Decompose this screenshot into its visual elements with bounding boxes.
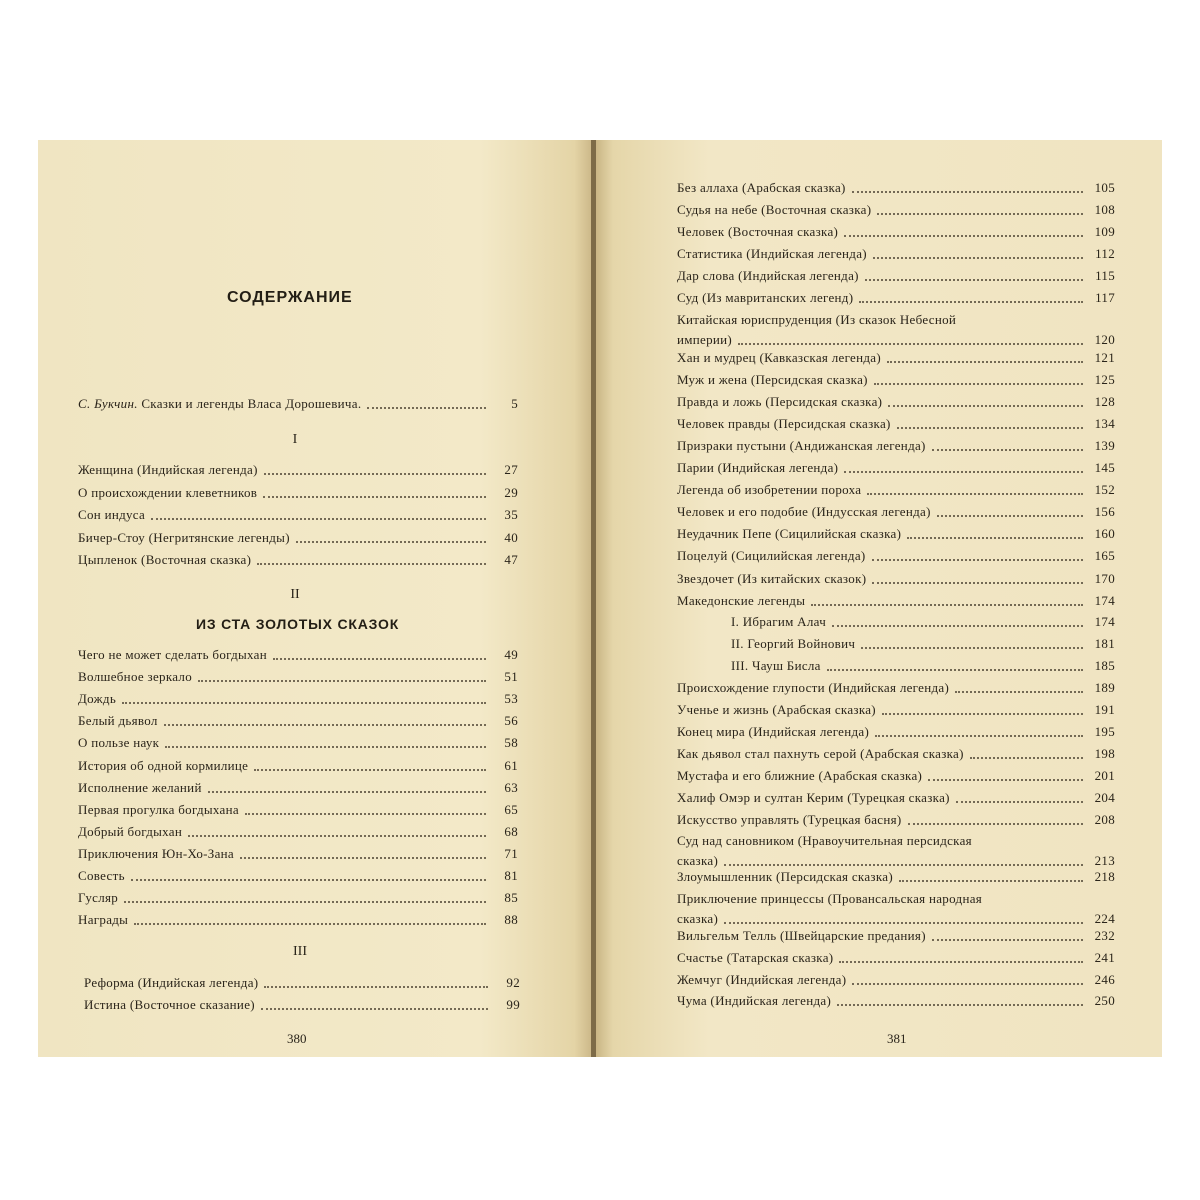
- dot-leader: [131, 879, 486, 881]
- dot-leader: [188, 835, 486, 837]
- toc-entry: [84, 995, 520, 1013]
- toc-entry: [677, 178, 1115, 196]
- dot-leader: [198, 680, 486, 682]
- entry-title: Жемчуг (Индийская легенда): [677, 971, 847, 987]
- dot-leader: [724, 864, 1083, 866]
- entry-title: Женщина (Индийская легенда): [78, 462, 258, 477]
- toc-entry: [677, 788, 1115, 806]
- entry-title: Цыпленок (Восточная сказка): [78, 552, 252, 567]
- entry-title: Истина (Восточное сказание): [84, 997, 255, 1012]
- toc-entry-two-line: [677, 891, 1115, 927]
- toc-entry: [78, 733, 518, 751]
- entry-title: Совесть: [78, 868, 125, 883]
- toc-entry: [78, 689, 518, 707]
- toc-entry: [677, 700, 1115, 718]
- dot-leader: [261, 1008, 488, 1010]
- entry-title: Добрый богдыхан: [78, 823, 183, 839]
- toc-entry: [78, 822, 518, 840]
- toc-entry: [78, 550, 518, 568]
- page-number: 71: [504, 845, 518, 861]
- toc-entry: [78, 866, 518, 884]
- toc-entry-two-line: [677, 833, 1115, 869]
- toc-entry: [677, 569, 1115, 587]
- page-number: 58: [504, 735, 518, 751]
- page-number: 204: [1094, 790, 1115, 805]
- entry-title: Исполнение желаний: [78, 779, 202, 795]
- dot-leader: [165, 746, 486, 748]
- book-gutter: [591, 140, 596, 1057]
- toc-entry: [677, 744, 1115, 762]
- page-number: 224: [1094, 911, 1115, 926]
- page-number: 65: [504, 801, 518, 817]
- entry-title: Счастье (Татарская сказка): [677, 949, 834, 965]
- entry-title-line1: Суд над сановником (Нравоучительная персидская: [677, 833, 972, 848]
- section-number-2: II: [290, 587, 300, 602]
- entry-title: Халиф Омэр и султан Керим (Турецкая сказка): [677, 790, 950, 805]
- entry-title: Искусство управлять (Турецкая басня): [677, 812, 902, 827]
- dot-leader: [897, 427, 1083, 429]
- dot-leader: [899, 880, 1083, 882]
- toc-entry: [677, 926, 1115, 944]
- entry-title: Поцелуй (Сицилийская легенда): [677, 548, 866, 564]
- entry-title: Гусляр: [78, 890, 119, 906]
- toc-entry: [677, 266, 1115, 284]
- page-number: 208: [1094, 812, 1115, 827]
- entry-title: I. Ибрагим Алач: [731, 614, 827, 629]
- entry-title: Бичер-Стоу (Негритянские легенды): [78, 529, 290, 545]
- page-number: 134: [1094, 416, 1115, 432]
- dot-leader: [245, 813, 486, 815]
- entry-title: Конец мира (Индийская легенда): [677, 724, 870, 739]
- page-number: 120: [1094, 332, 1115, 347]
- dot-leader: [956, 801, 1083, 803]
- toc-entry: [677, 436, 1115, 454]
- dot-leader: [124, 901, 486, 903]
- entry-title: Первая прогулка богдыхана: [78, 801, 239, 817]
- toc-entry: [78, 778, 518, 796]
- toc-entry: [677, 480, 1115, 498]
- page-number: 85: [504, 890, 518, 906]
- page-number: 174: [1094, 614, 1115, 629]
- entry-title: Дар слова (Индийская легенда): [677, 268, 859, 283]
- page-folio-right: 381: [887, 1031, 907, 1046]
- section-title-2: ИЗ СТА ЗОЛОТЫХ СКАЗОК: [196, 616, 400, 632]
- page-number: 92: [506, 975, 520, 990]
- toc-entry: [677, 591, 1115, 609]
- page-number: 232: [1094, 928, 1115, 943]
- entry-title-line2: сказка): [677, 853, 719, 868]
- page-number: 201: [1094, 768, 1115, 783]
- page-number: 49: [504, 647, 518, 662]
- entry-title: Злоумышленник (Персидская сказка): [677, 869, 893, 884]
- page-number: 27: [504, 462, 518, 477]
- dot-leader: [907, 537, 1083, 539]
- page-number: 218: [1094, 869, 1115, 884]
- page-number: 63: [504, 779, 518, 795]
- entry-title: Статистика (Индийская легенда): [677, 246, 867, 261]
- dot-leader: [908, 823, 1083, 825]
- toc-entry: [677, 370, 1115, 388]
- entry-title: Хан и мудрец (Кавказская легенда): [677, 350, 881, 365]
- page-number: 99: [506, 997, 520, 1012]
- dot-leader: [134, 923, 486, 925]
- toc-entry: [677, 502, 1115, 520]
- page-number: 5: [511, 396, 518, 411]
- entry-title-line1: Китайская юриспруденция (Из сказок Небесной: [677, 312, 957, 327]
- dot-leader: [865, 279, 1083, 281]
- entry-title: Сон индуса: [78, 507, 146, 522]
- toc-entry-two-line: [677, 312, 1115, 348]
- dot-leader: [257, 563, 486, 565]
- toc-entry: [677, 948, 1115, 966]
- entry-title: Реформа (Индийская легенда): [84, 975, 259, 990]
- toc-entry: [78, 645, 518, 663]
- entry-title: Звездочет (Из китайских сказок): [677, 570, 867, 586]
- toc-entry: [677, 970, 1115, 988]
- dot-leader: [928, 779, 1083, 781]
- page-number: 51: [504, 669, 518, 685]
- page-number: 61: [504, 757, 518, 773]
- toc-entry: [84, 973, 520, 991]
- dot-leader: [887, 361, 1083, 363]
- dot-leader: [872, 559, 1083, 561]
- entry-title: Легенда об изобретении пороха: [677, 482, 862, 498]
- page-number: 117: [1095, 290, 1115, 305]
- page-number: 189: [1094, 680, 1115, 695]
- dot-leader: [852, 983, 1083, 985]
- dot-leader: [970, 757, 1083, 759]
- page-number: 195: [1094, 724, 1115, 739]
- page-number: 109: [1094, 224, 1115, 239]
- entry-title: Награды: [78, 912, 129, 928]
- entry-title: Без аллаха (Арабская сказка): [677, 180, 846, 195]
- entry-title: Человек правды (Персидская сказка): [677, 416, 891, 432]
- dot-leader: [882, 713, 1083, 715]
- entry-title: Чего не может сделать богдыхан: [78, 647, 268, 662]
- toc-entry: [677, 722, 1115, 740]
- dot-leader: [738, 343, 1083, 345]
- entry-title: Суд (Из мавританских легенд): [677, 290, 854, 305]
- entry-title-line2: империи): [677, 332, 733, 347]
- entry-title: Судья на небе (Восточная сказка): [677, 202, 872, 217]
- entry-title: Парии (Индийская легенда): [677, 460, 839, 476]
- entry-title: История об одной кормилице: [78, 757, 249, 773]
- dot-leader: [151, 518, 486, 520]
- dot-leader: [852, 191, 1083, 193]
- page-number: 108: [1094, 202, 1115, 217]
- section-number-1: I: [292, 432, 298, 447]
- toc-entry: [78, 888, 518, 906]
- page-number: 152: [1094, 482, 1115, 498]
- page-number: 170: [1094, 570, 1115, 586]
- entry-title: Волшебное зеркало: [78, 669, 193, 685]
- page-number: 246: [1094, 971, 1115, 987]
- entry-title: III. Чауш Бисла: [731, 658, 821, 673]
- page-number: 105: [1094, 180, 1115, 195]
- entry-title: Дождь: [78, 691, 117, 707]
- dot-leader: [872, 582, 1083, 584]
- dot-leader: [264, 473, 486, 475]
- entry-title: Чума (Индийская легенда): [677, 993, 832, 1009]
- page-number: 241: [1094, 949, 1115, 965]
- entry-title: Неудачник Пепе (Сицилийская сказка): [677, 526, 902, 542]
- section-number-3: III: [293, 944, 307, 959]
- toc-entry: [677, 222, 1115, 240]
- entry-title: Муж и жена (Персидская сказка): [677, 372, 868, 388]
- toc-entry: [78, 800, 518, 818]
- toc-entry: [731, 656, 1115, 674]
- page-number: 56: [504, 713, 518, 729]
- page-folio-left: 380: [287, 1031, 307, 1046]
- toc-entry: [78, 756, 518, 774]
- dot-leader: [875, 735, 1083, 737]
- dot-leader: [811, 604, 1083, 606]
- dot-leader: [254, 769, 486, 771]
- entry-title: Белый дьявол: [78, 713, 158, 729]
- entry-title: Происхождение глупости (Индийская легенда): [677, 680, 950, 695]
- toc-entry: [677, 414, 1115, 432]
- page-number: 165: [1094, 548, 1115, 564]
- toc-entry: [78, 483, 518, 501]
- page-number: 125: [1094, 372, 1115, 388]
- dot-leader: [844, 235, 1083, 237]
- intro-title: Сказки и легенды Власа Дорошевича.: [141, 396, 362, 411]
- page-number: 198: [1094, 746, 1115, 761]
- page-number: 29: [504, 484, 518, 500]
- dot-leader: [955, 691, 1083, 693]
- entry-title: О пользе наук: [78, 735, 160, 751]
- dot-leader: [263, 496, 486, 498]
- entry-title: О происхождении клеветников: [78, 484, 258, 500]
- page-number: 174: [1094, 592, 1115, 608]
- toc-entry: [677, 766, 1115, 784]
- dot-leader: [888, 405, 1083, 407]
- entry-title: Призраки пустыни (Андижанская легенда): [677, 438, 926, 454]
- page-number: 112: [1095, 246, 1115, 261]
- toc-entry: [78, 460, 518, 478]
- toc-entry: [677, 348, 1115, 366]
- page-number: 181: [1094, 636, 1115, 651]
- dot-leader: [122, 702, 486, 704]
- dot-leader: [832, 625, 1083, 627]
- dot-leader: [724, 922, 1083, 924]
- entry-title: Приключения Юн-Хо-Зана: [78, 845, 234, 861]
- page-number: 53: [504, 691, 518, 707]
- toc-entry: [78, 711, 518, 729]
- toc-entry: [677, 546, 1115, 564]
- entry-title: Вильгельм Телль (Швейцарские предания): [677, 928, 926, 943]
- dot-leader: [932, 939, 1083, 941]
- toc-entry-intro: [78, 394, 518, 412]
- dot-leader: [877, 213, 1083, 215]
- toc-entry: [677, 524, 1115, 542]
- toc-entry: [677, 678, 1115, 696]
- contents-heading: СОДЕРЖАНИЕ: [227, 289, 353, 306]
- toc-entry: [78, 910, 518, 928]
- dot-leader: [264, 986, 488, 988]
- dot-leader: [367, 407, 486, 409]
- entry-title: Человек (Восточная сказка): [677, 224, 839, 239]
- page-number: 81: [504, 868, 518, 883]
- page-number: 156: [1094, 504, 1115, 520]
- page-number: 191: [1094, 702, 1115, 717]
- dot-leader: [296, 541, 486, 543]
- page-number: 47: [504, 552, 518, 567]
- dot-leader: [874, 383, 1083, 385]
- toc-entry: [78, 844, 518, 862]
- page-number: 128: [1094, 394, 1115, 410]
- page-number: 250: [1094, 993, 1115, 1009]
- dot-leader: [839, 961, 1083, 963]
- dot-leader: [867, 493, 1083, 495]
- toc-entry: [731, 612, 1115, 630]
- dot-leader: [164, 724, 486, 726]
- toc-entry: [677, 244, 1115, 262]
- page-number: 145: [1094, 460, 1115, 476]
- entry-title: Мустафа и его ближние (Арабская сказка): [677, 768, 923, 783]
- intro-author: С. Букчин.: [78, 396, 138, 411]
- entry-title: Ученье и жизнь (Арабская сказка): [677, 702, 876, 717]
- toc-entry: [677, 458, 1115, 476]
- toc-entry: [677, 810, 1115, 828]
- page-number: 139: [1094, 438, 1115, 454]
- dot-leader: [240, 857, 486, 859]
- page-number: 160: [1094, 526, 1115, 542]
- entry-title-line1: Приключение принцессы (Провансальская народная: [677, 891, 983, 906]
- toc-entry: [78, 528, 518, 546]
- toc-entry: [78, 667, 518, 685]
- toc-entry: [677, 991, 1115, 1009]
- dot-leader: [273, 658, 486, 660]
- page-number: 121: [1094, 350, 1115, 365]
- entry-title: Правда и ложь (Персидская сказка): [677, 394, 883, 410]
- dot-leader: [859, 301, 1083, 303]
- toc-entry: [78, 505, 518, 523]
- dot-leader: [827, 669, 1083, 671]
- toc-entry: [677, 867, 1115, 885]
- entry-title-line2: сказка): [677, 911, 719, 926]
- toc-entry: [677, 200, 1115, 218]
- dot-leader: [932, 449, 1083, 451]
- toc-entry: [677, 288, 1115, 306]
- dot-leader: [837, 1004, 1083, 1006]
- dot-leader: [873, 257, 1083, 259]
- dot-leader: [844, 471, 1083, 473]
- entry-title: II. Георгий Войнович: [731, 636, 856, 651]
- page-number: 35: [504, 507, 518, 522]
- page-number: 68: [504, 823, 518, 839]
- page-number: 185: [1094, 658, 1115, 673]
- page-number: 213: [1094, 853, 1115, 868]
- toc-entry: [677, 392, 1115, 410]
- toc-entry: [731, 634, 1115, 652]
- page-number: 40: [504, 529, 518, 545]
- page-number: 88: [504, 912, 518, 928]
- dot-leader: [937, 515, 1083, 517]
- entry-title: Человек и его подобие (Индусская легенда): [677, 504, 931, 520]
- dot-leader: [861, 647, 1083, 649]
- entry-title: Как дьявол стал пахнуть серой (Арабская сказка): [677, 746, 964, 761]
- entry-title: Македонские легенды: [677, 592, 806, 608]
- dot-leader: [208, 791, 486, 793]
- page-number: 115: [1095, 268, 1115, 283]
